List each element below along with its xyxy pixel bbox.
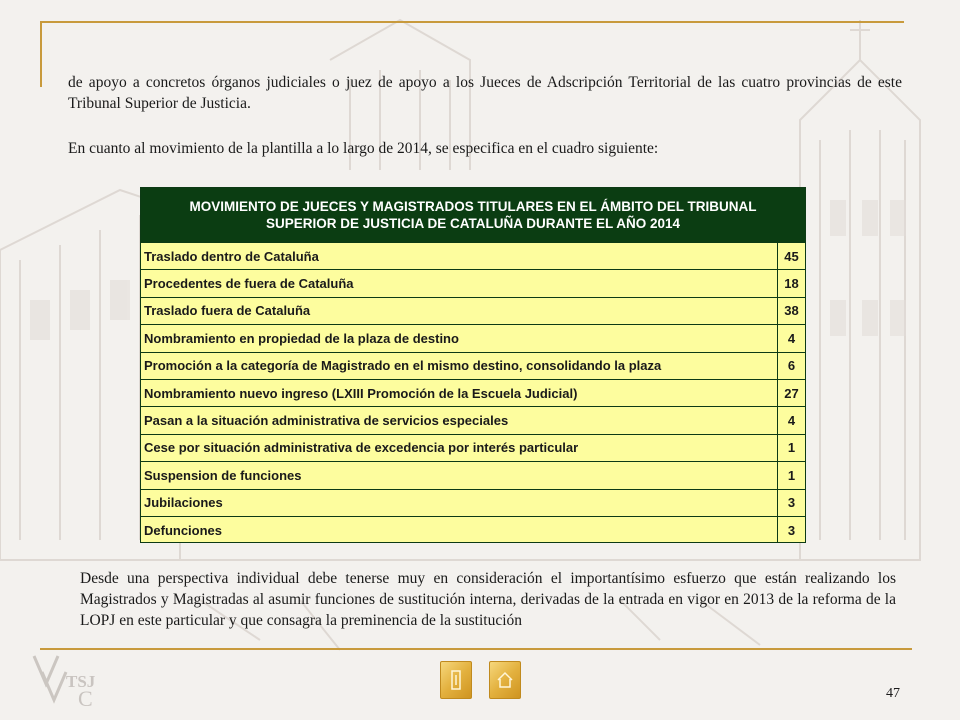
row-value: 1 [777, 462, 805, 488]
previous-page-icon [449, 669, 463, 691]
table-row [141, 297, 805, 324]
row-label: Suspension de funciones [144, 467, 302, 483]
logo-text: TSJ [66, 672, 96, 691]
row-label: Procedentes de fuera de Cataluña [144, 276, 354, 292]
row-label: Nombramiento nuevo ingreso (LXIII Promoción de la Escuela Judicial) [144, 385, 578, 401]
table-row [141, 379, 805, 406]
row-value: 6 [777, 353, 805, 379]
table-row [141, 461, 805, 488]
table-row [141, 434, 805, 461]
row-value: 45 [777, 243, 805, 269]
tsj-logo [32, 650, 102, 710]
table-row [141, 516, 805, 543]
row-label: Traslado fuera de Cataluña [144, 303, 311, 319]
row-label: Defunciones [144, 522, 223, 538]
table-body [141, 242, 805, 543]
table-title-line-2: SUPERIOR DE JUSTICIA DE CATALUÑA DURANTE EL AÑO 2014 [265, 216, 681, 231]
home-button[interactable] [489, 661, 521, 699]
table-row [141, 489, 805, 516]
row-value: 4 [777, 325, 805, 351]
movement-table [140, 187, 806, 543]
table-row [141, 324, 805, 351]
row-value: 1 [777, 435, 805, 461]
row-value: 3 [777, 490, 805, 516]
row-value: 4 [777, 407, 805, 433]
table-row [141, 406, 805, 433]
left-gold-rule [40, 21, 42, 87]
row-label: Jubilaciones [144, 495, 223, 511]
bottom-gold-rule [40, 648, 912, 650]
table-title [141, 188, 805, 242]
table-row [141, 269, 805, 296]
row-label: Nombramiento en propiedad de la plaza de destino [144, 330, 459, 346]
row-value: 27 [777, 380, 805, 406]
row-label: Promoción a la categoría de Magistrado en el mismo destino, consolidando la plaza [144, 358, 662, 374]
table-intro-paragraph: En cuanto al movimiento de la plantilla a lo largo de 2014, se especifica en el cuadro siguiente: [68, 140, 659, 157]
row-label: Cese por situación administrativa de excedencia por interés particular [144, 440, 579, 456]
closing-paragraph: Desde una perspectiva individual debe tenerse muy en consideración el importantísimo esfuerzo que están realizando los Magistrados y Magistradas al asumir funciones de sustitución interna, derivadas de la entrada en vigor en 2013 de la reforma de la LOPJ en este particular y que consagra la preminencia de la sustitución [80, 570, 896, 629]
top-gold-rule [40, 21, 904, 23]
intro-paragraph: de apoyo a concretos órganos judiciales o juez de apoyo a los Jueces de Adscripción Territorial de las cuatro provincias de este Tribunal Superior de Justicia. [68, 74, 902, 112]
table-row [141, 352, 805, 379]
logo-letter: C [78, 686, 93, 711]
row-label: Traslado dentro de Cataluña [144, 248, 319, 264]
row-value: 38 [777, 298, 805, 324]
row-value: 3 [777, 517, 805, 543]
table-title-line-1: MOVIMIENTO DE JUECES Y MAGISTRADOS TITULARES EN EL ÁMBITO DEL TRIBUNAL [189, 199, 757, 214]
table-row [141, 242, 805, 269]
previous-page-button[interactable] [440, 661, 472, 699]
row-value: 18 [777, 270, 805, 296]
row-label: Pasan a la situación administrativa de servicios especiales [144, 413, 509, 429]
home-icon [495, 670, 515, 690]
page-number: 47 [886, 686, 900, 701]
